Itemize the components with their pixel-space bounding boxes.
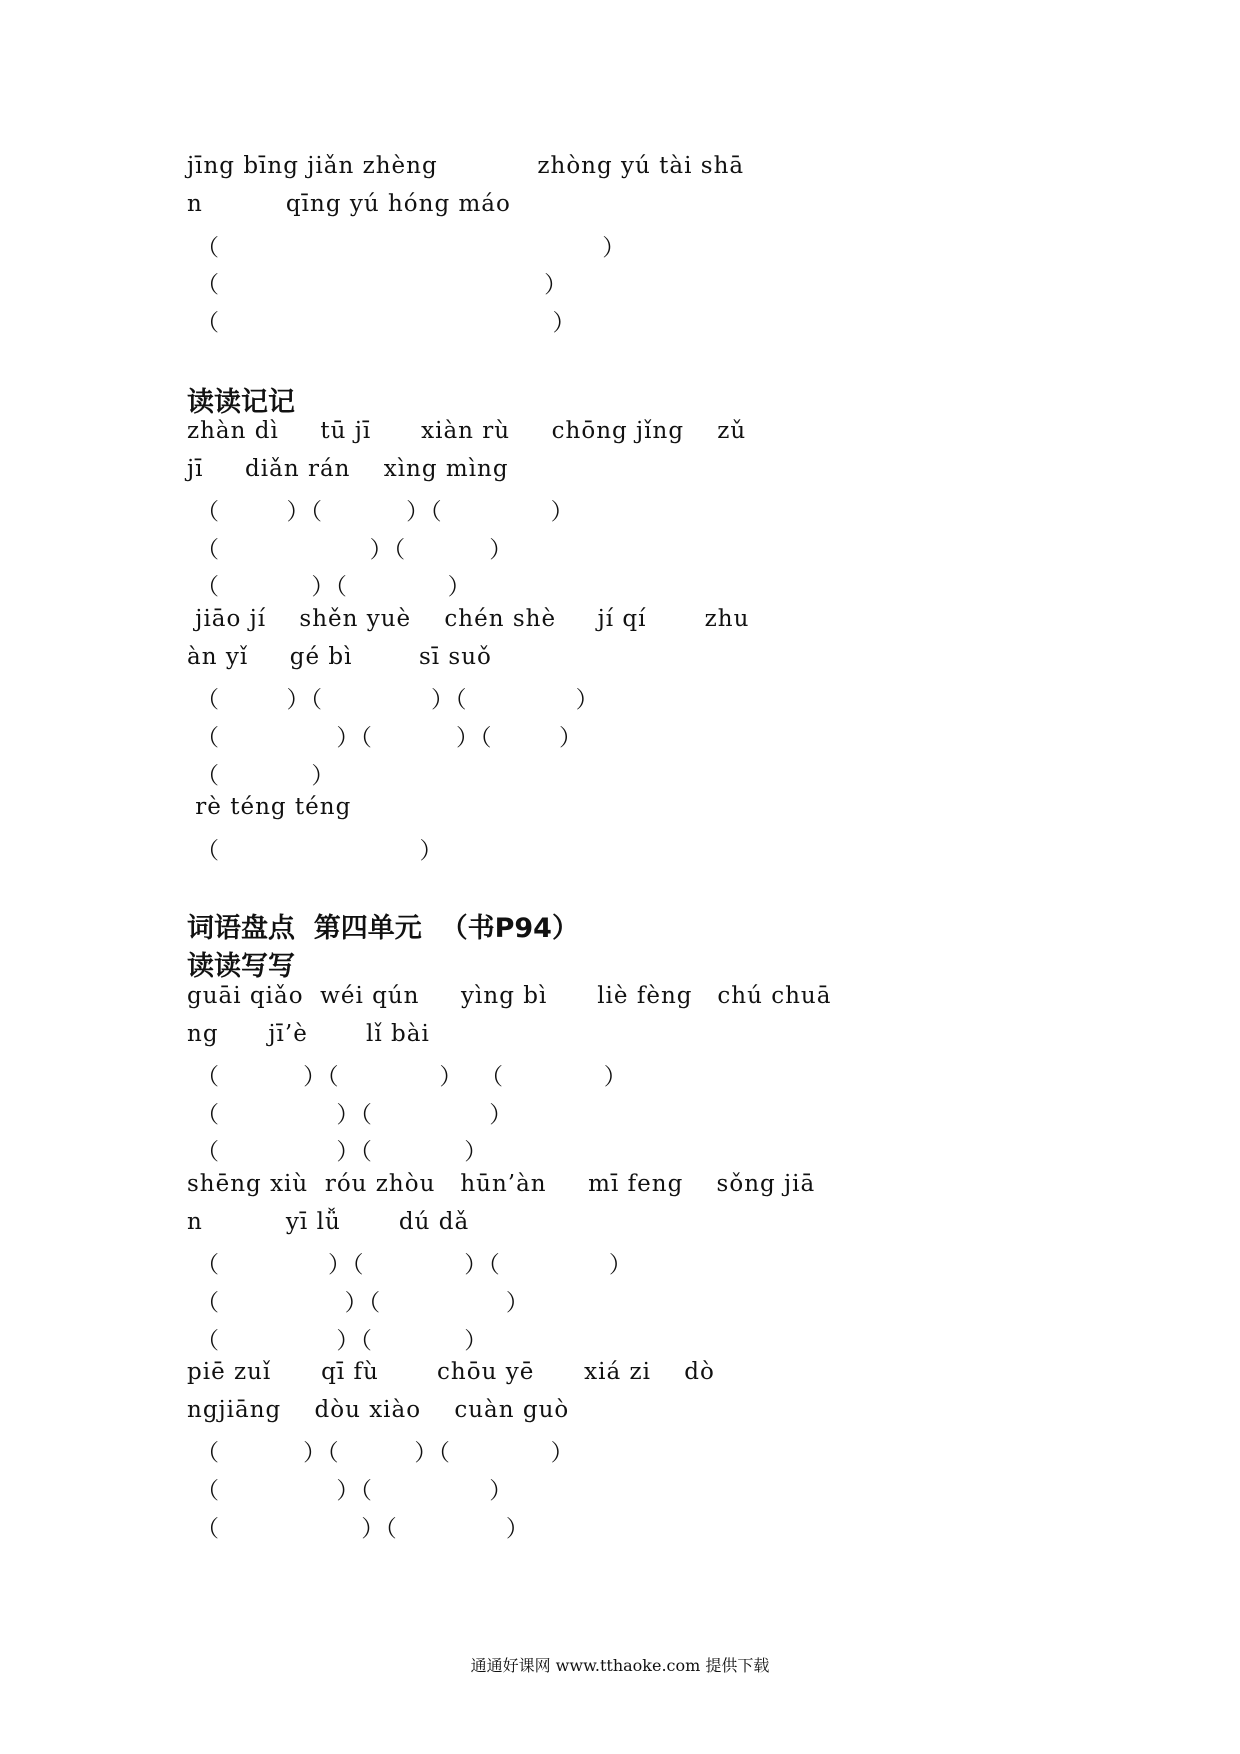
- pinyin-line: n yī lǚ dú dǎ: [187, 1209, 470, 1235]
- answer-brackets: （ ）（ ）: [196, 1102, 514, 1128]
- answer-brackets: （ ）（ ）（ ）: [196, 1440, 575, 1466]
- answer-brackets: （ ）（ ）（ ）: [196, 687, 600, 713]
- answer-brackets: （ ）: [196, 310, 577, 336]
- answer-brackets: （ ）: [196, 838, 444, 864]
- pinyin-line: piē zuǐ qī fù chōu yē xiá zi dò: [187, 1359, 715, 1385]
- answer-brackets: （ ）（ ）: [196, 537, 514, 563]
- answer-brackets: （ ）: [196, 763, 336, 789]
- pinyin-line: ng jī’è lǐ bài: [187, 1021, 430, 1047]
- pinyin-line: ngjiāng dòu xiào cuàn guò: [187, 1397, 570, 1423]
- answer-brackets: （ ）: [196, 272, 569, 298]
- pinyin-line: jiāo jí shěn yuè chén shè jí qí zhu: [187, 606, 750, 632]
- answer-brackets: （ ）: [196, 235, 627, 261]
- answer-brackets: （ ）（ ）（ ）: [196, 725, 583, 751]
- answer-brackets: （ ）（ ）: [196, 1290, 530, 1316]
- page-footer: 通通好课网 www.tthaoke.com 提供下载: [470, 1656, 770, 1675]
- answer-brackets: （ ）（ ）（ ）: [196, 499, 575, 525]
- section-heading: 读读写写: [187, 951, 295, 982]
- answer-brackets: （ ）（ ）: [196, 1516, 530, 1542]
- pinyin-line: guāi qiǎo wéi qún yìng bì liè fèng chú chuā: [187, 983, 832, 1009]
- answer-brackets: （ ）（ ）: [196, 1478, 514, 1504]
- pinyin-line: shēng xiù róu zhòu hūn’àn mī feng sǒng jiā: [187, 1171, 816, 1197]
- answer-brackets: （ ）（ ）: [196, 574, 472, 600]
- section-heading: 读读记记: [187, 387, 295, 418]
- pinyin-line: jī diǎn rán xìng mìng: [187, 456, 509, 482]
- pinyin-line: zhàn dì tū jī xiàn rù chōng jǐng zǔ: [187, 418, 747, 444]
- pinyin-line: n qīng yú hóng máo: [187, 191, 511, 217]
- answer-brackets: （ ）（ ） （ ）: [196, 1064, 628, 1090]
- section-heading: 词语盘点 第四单元 （书P94）: [187, 913, 579, 944]
- pinyin-line: àn yǐ gé bì sī suǒ: [187, 644, 492, 670]
- pinyin-line: rè téng téng: [187, 794, 352, 820]
- answer-brackets: （ ）（ ）（ ）: [196, 1252, 633, 1278]
- answer-brackets: （ ）（ ）: [196, 1328, 489, 1354]
- pinyin-line: jīng bīng jiǎn zhèng zhòng yú tài shā: [187, 153, 745, 179]
- answer-brackets: （ ）（ ）: [196, 1139, 489, 1165]
